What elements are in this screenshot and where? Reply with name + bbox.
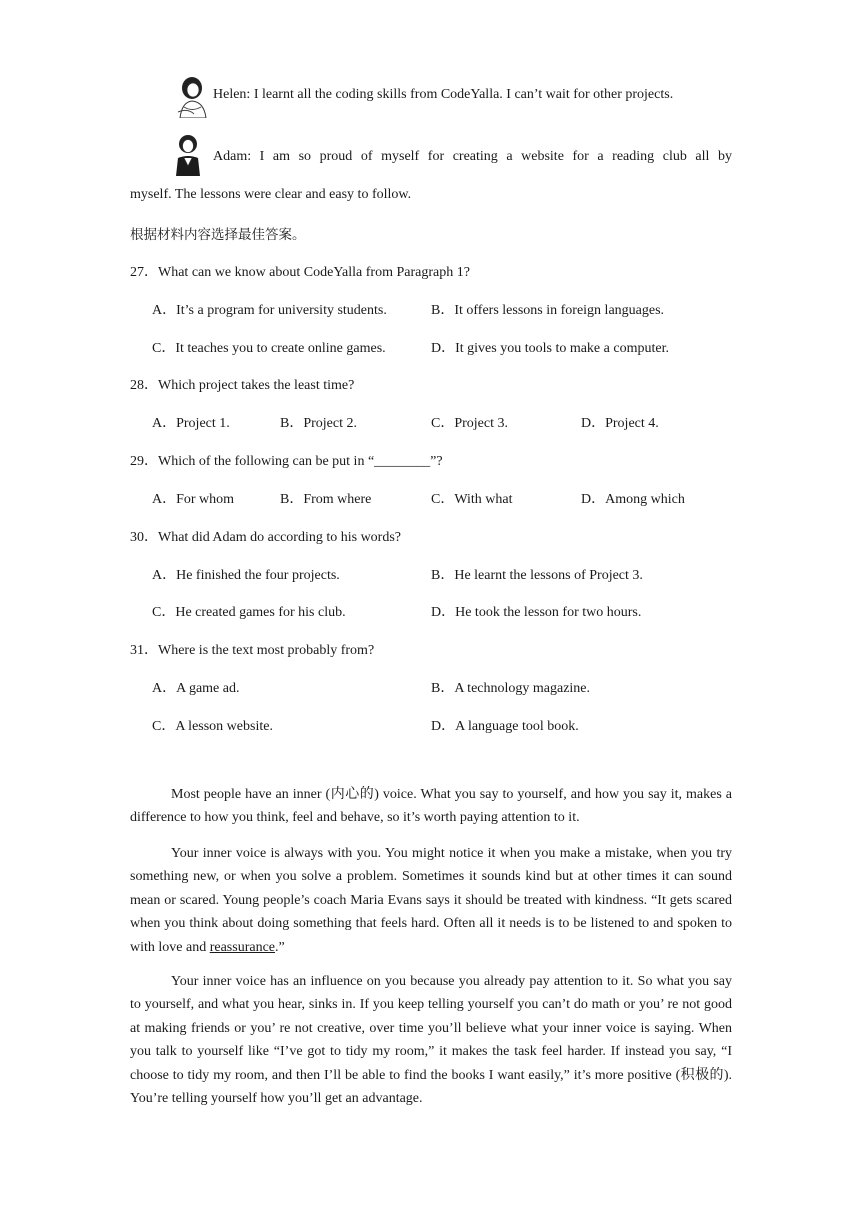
instruction: 根据材料内容选择最佳答案。 [130, 227, 306, 243]
paragraph-2-text: Your inner voice is always with you. You might notice it when you make a mistake, when you try something new, or when you solve a problem. Sometimes it sounds kind but at other times it can sound mean or scared. Young people’s coach Maria Evans says it should be treated with kindness. “It gets scared when you think about doing something that feels hard. Often all it needs is to be listened to and spoken to with love and [130, 846, 732, 955]
adam-comment-line2: myself. The lessons were clear and easy to follow. [130, 187, 412, 202]
passage-paragraph-2 [130, 842, 732, 959]
question-27-stem: 27．What can we know about CodeYalla from Paragraph 1? [130, 265, 470, 280]
question-30-stem: 30．What did Adam do according to his words? [130, 530, 402, 545]
q30-option-b[interactable]: B．He learnt the lessons of Project 3. [431, 568, 643, 583]
q28-option-b[interactable]: B．Project 2. [280, 416, 357, 431]
passage-paragraph-1: Most people have an inner (内心的) voice. What you say to yourself, and how you say it, makes a difference to how you think, feel and behave, so it’s worth paying attention to it. [130, 787, 732, 826]
q30-option-a[interactable]: A．He finished the four projects. [152, 568, 340, 583]
q29-option-d[interactable]: D．Among which [581, 492, 685, 507]
q29-option-a[interactable]: A．For whom [152, 492, 235, 507]
q31-option-c[interactable]: C．A lesson website. [152, 719, 273, 734]
question-29-stem: 29．Which of the following can be put in “________”? [130, 454, 443, 469]
paragraph-2-end: .” [275, 939, 285, 955]
q27-option-c[interactable]: C．It teaches you to create online games. [152, 341, 386, 356]
q27-option-a[interactable]: A．It’s a program for university students. [152, 303, 387, 318]
q28-option-a[interactable]: A．Project 1. [152, 416, 230, 431]
q28-option-d[interactable]: D．Project 4. [581, 416, 659, 431]
q27-option-d[interactable]: D．It gives you tools to make a computer. [431, 341, 669, 356]
q30-option-d[interactable]: D．He took the lesson for two hours. [431, 605, 642, 620]
q31-option-a[interactable]: A．A game ad. [152, 681, 240, 696]
adam-comment-line1: Adam: I am so proud of myself for creating a website for a reading club all by [213, 149, 732, 164]
q31-option-d[interactable]: D．A language tool book. [431, 719, 579, 734]
q27-option-b[interactable]: B．It offers lessons in foreign languages. [431, 303, 665, 318]
q28-option-c[interactable]: C．Project 3. [431, 416, 508, 431]
q30-option-c[interactable]: C．He created games for his club. [152, 605, 346, 620]
q29-option-c[interactable]: C．With what [431, 492, 513, 507]
q31-option-b[interactable]: B．A technology magazine. [431, 681, 591, 696]
helen-comment: Helen: I learnt all the coding skills from CodeYalla. I can’t wait for other projects. [213, 87, 674, 102]
helen-avatar-icon [174, 74, 210, 118]
q29-option-b[interactable]: B．From where [280, 492, 372, 507]
underlined-word-reassurance: reassurance [209, 939, 276, 955]
adam-avatar-icon [170, 132, 206, 176]
question-31-stem: 31．Where is the text most probably from? [130, 643, 375, 658]
question-28-stem: 28．Which project takes the least time? [130, 378, 355, 393]
passage-paragraph-3: Your inner voice has an influence on you because you already pay attention to it. So what you say to yourself, and what you hear, sinks in. If you keep telling yourself you can’t do math or you’ re not good at making friends or you’ re not creative, over time you’ll believe what your inner voice is saying. When you talk to yourself like “I’ve got to tidy my room,” it makes the task feel harder. If instead you say, “I choose to tidy my room, and then I’ll be able to find the books I want easily,” it’s more positive (积极的). You’re telling yourself how you’ll get an advantage. [130, 974, 732, 1107]
